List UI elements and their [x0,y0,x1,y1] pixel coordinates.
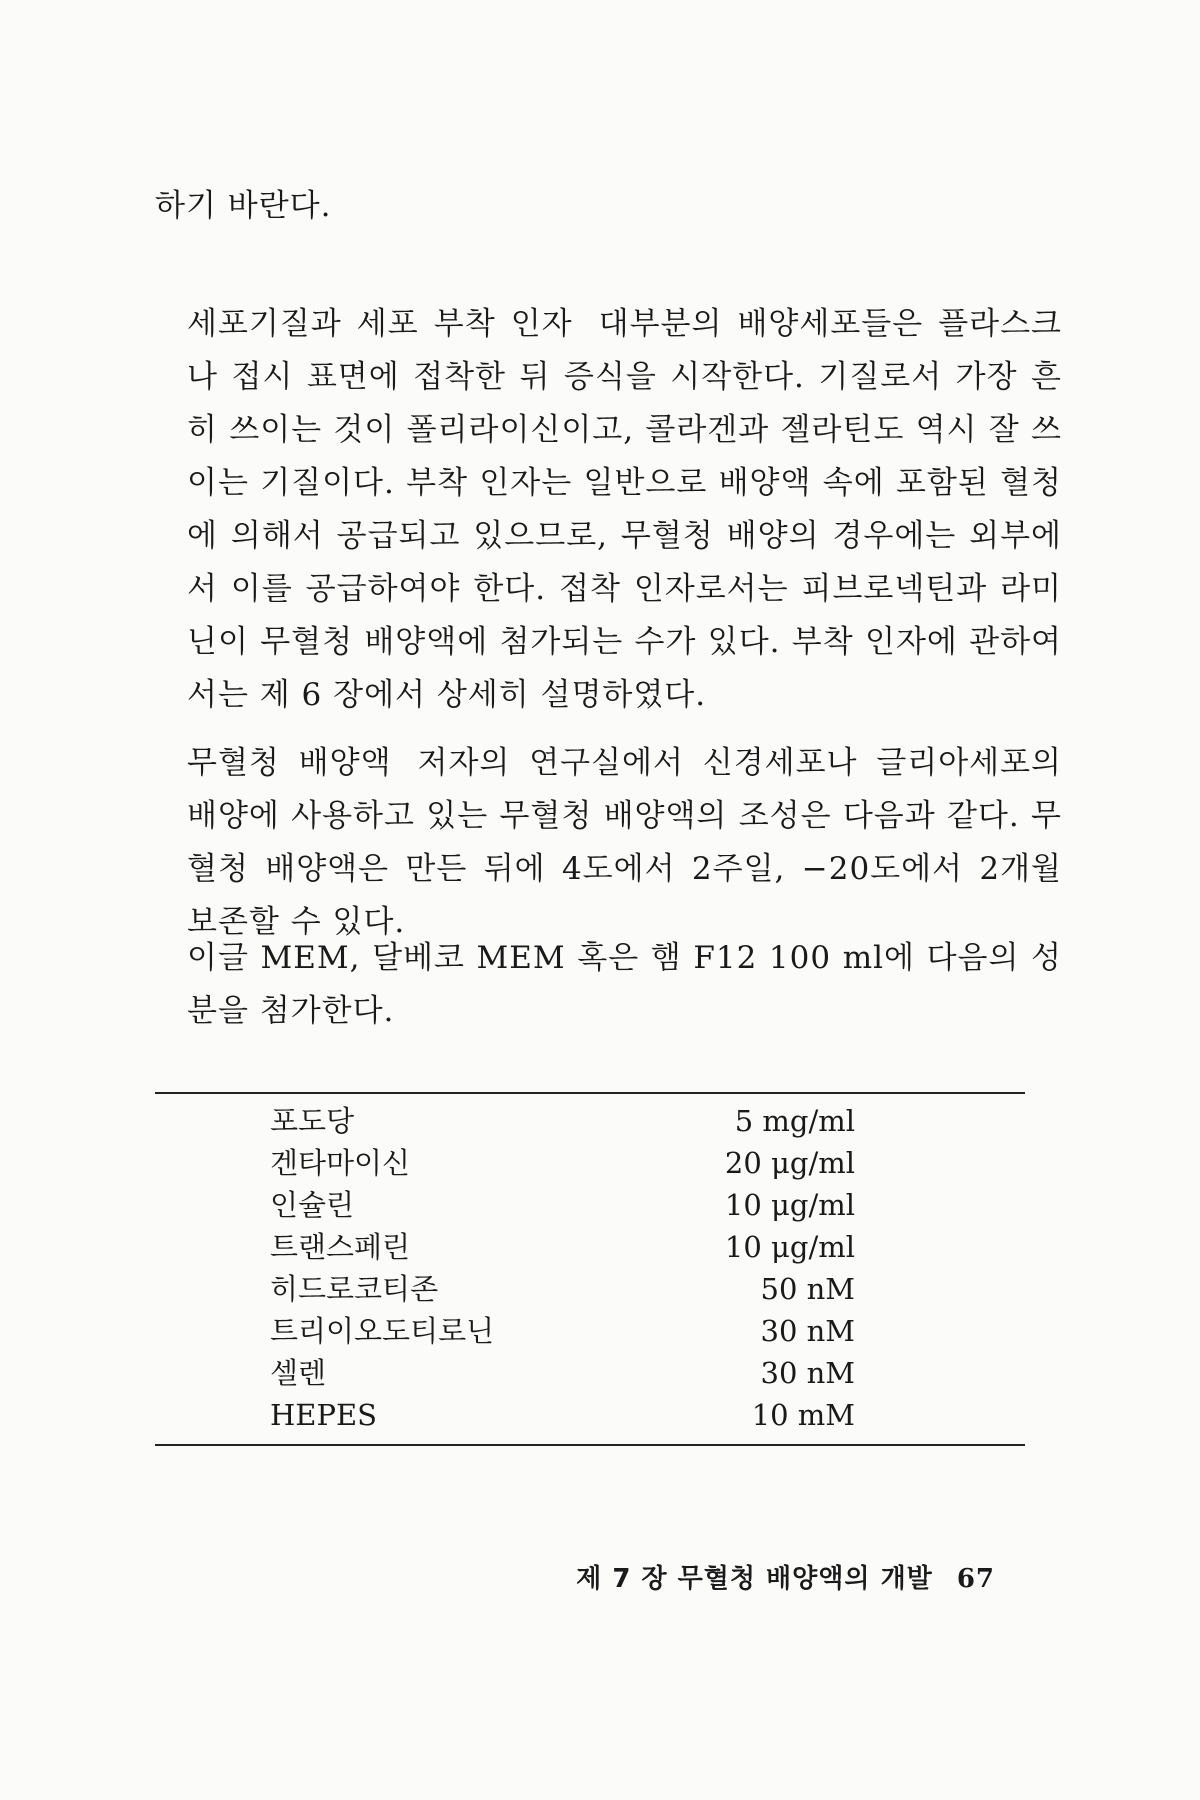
continued-text [155,180,1030,233]
ingredient-amount: 10 μg/ml [724,1188,855,1222]
table-row [155,1394,1025,1436]
table-row [155,1268,1025,1310]
paragraph-cell-substrate [155,298,1062,722]
paragraph-heading: 무혈청 배양액 [187,745,392,781]
paragraph-serum-free-medium [155,737,1062,949]
ingredient-name: 트리이오도티로닌 [270,1314,495,1348]
table-row [155,1310,1025,1352]
ingredient-name: 트랜스페린 [270,1230,411,1264]
table-row [155,1142,1025,1184]
table-row [155,1100,1025,1142]
paragraph-body: 저자의 연구실에서 신경세포나 글리아세포의 배양에 사용하고 있는 무혈청 배양액의 조성은 다음과 같다. 무혈청 배양액은 만든 뒤에 4도에서 2주일, −20도에서 2개월 보존할 수 있다. [187,745,1062,940]
ingredient-amount: 5 mg/ml [734,1104,855,1138]
paragraph-body: 이글 MEM, 달베코 MEM 혹은 햄 F12 100 ml에 다음의 성분을 첨가한다. [187,940,1062,1029]
paragraph-heading: 세포기질과 세포 부착 인자 [187,306,573,342]
chapter-title: 제 7 장 무혈청 배양액의 개발 [576,1564,933,1594]
ingredient-amount: 50 nM [760,1272,855,1306]
ingredient-name: 겐타마이신 [270,1146,411,1180]
continued-text-content: 하기 바란다. [155,188,332,224]
ingredient-amount: 10 mM [751,1398,855,1432]
paragraph-body: 대부분의 배양세포들은 플라스크나 접시 표면에 접착한 뒤 증식을 시작한다. 기질로서 가장 흔히 쓰이는 것이 폴리라이신이고, 콜라겐과 젤라틴도 역시 잘 쓰이는 기질이다. 부착 인자는 일반으로 배양액 속에 포함된 혈청에 의해서 공급되고 있으므로, 무혈청 배양의 경우에는 외부에서 이를 공급하여야 한다. 접착 인자로서는 피브로넥틴과 라미닌이 무혈청 배양액에 첨가되는 수가 있다. 부착 인자에 관하여서는 제 6 장에서 상세히 설명하였다. [187,306,1063,713]
ingredient-amount: 30 nM [760,1356,855,1390]
page-footer [576,1558,995,1595]
table-row [155,1226,1025,1268]
table-body [155,1094,1025,1444]
table-row [155,1352,1025,1394]
ingredient-name: 히드로코티존 [270,1272,439,1306]
ingredient-amount: 10 μg/ml [724,1230,855,1264]
composition-table [155,1092,1025,1446]
ingredient-amount: 30 nM [760,1314,855,1348]
ingredient-name: HEPES [270,1398,378,1432]
ingredient-amount: 20 μg/ml [724,1146,855,1180]
paragraph-medium-base [155,932,1062,1038]
ingredient-name: 셀렌 [270,1356,327,1390]
table-row [155,1184,1025,1226]
ingredient-name: 인슐린 [270,1188,355,1222]
ingredient-name: 포도당 [270,1104,355,1138]
page-number: 67 [956,1564,995,1594]
table-bottom-rule [155,1444,1025,1446]
